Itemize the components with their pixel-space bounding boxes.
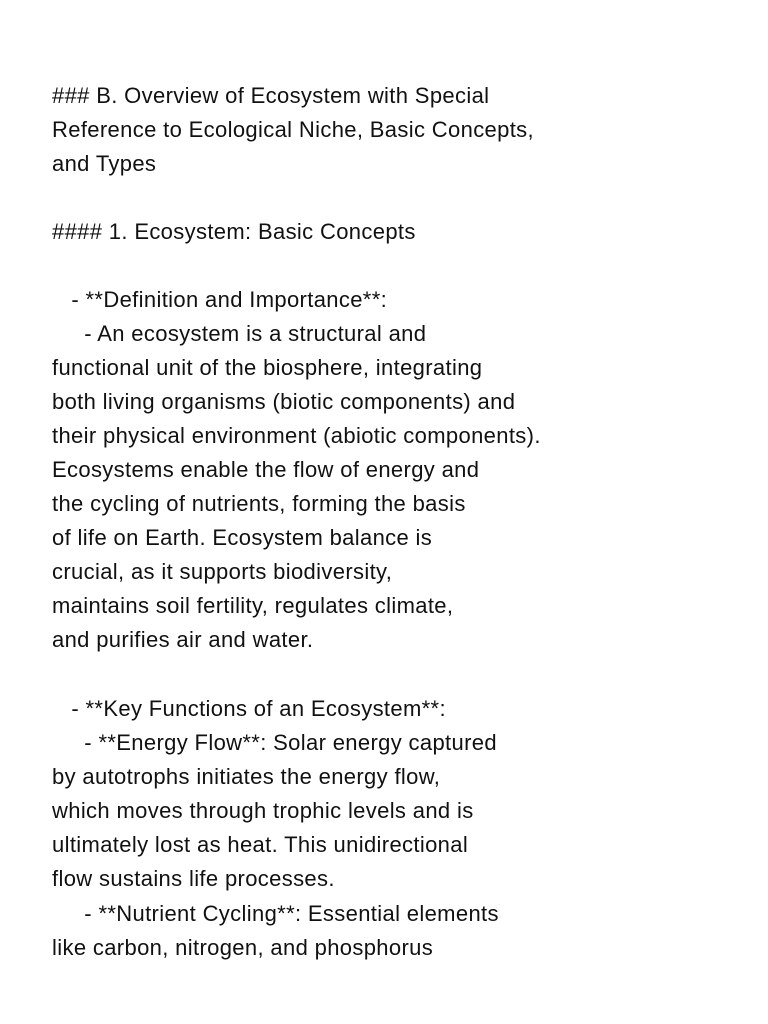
paragraph-line: flow sustains life processes.: [52, 866, 335, 891]
paragraph-line: by autotrophs initiates the energy flow,: [52, 764, 441, 789]
paragraph-line: their physical environment (abiotic components).: [52, 423, 541, 448]
paragraph-line: Ecosystems enable the flow of energy and: [52, 457, 480, 482]
paragraph-line: ultimately lost as heat. This unidirectional: [52, 832, 469, 857]
paragraph-line: the cycling of nutrients, forming the basis: [52, 491, 466, 516]
paragraph-line: - **Nutrient Cycling**: Essential elements: [52, 901, 499, 926]
paragraph-line: both living organisms (biotic components) and: [52, 389, 516, 414]
paragraph-line: crucial, as it supports biodiversity,: [52, 559, 393, 584]
paragraph-line: - **Energy Flow**: Solar energy captured: [52, 730, 497, 755]
section-heading: ### B. Overview of Ecosystem with Special: [52, 83, 490, 108]
paragraph-line: which moves through trophic levels and is: [52, 798, 474, 823]
paragraph-line: maintains soil fertility, regulates climate,: [52, 593, 454, 618]
section-heading: and Types: [52, 151, 157, 176]
bullet-heading: - **Definition and Importance**:: [52, 287, 388, 312]
bullet-heading: - **Key Functions of an Ecosystem**:: [52, 696, 446, 721]
paragraph-line: functional unit of the biosphere, integrating: [52, 355, 483, 380]
subsection-heading: #### 1. Ecosystem: Basic Concepts: [52, 219, 416, 244]
paragraph-line: like carbon, nitrogen, and phosphorus: [52, 935, 434, 960]
paragraph-line: and purifies air and water.: [52, 627, 314, 652]
section-heading: Reference to Ecological Niche, Basic Concepts,: [52, 117, 534, 142]
paragraph-line: - An ecosystem is a structural and: [52, 321, 427, 346]
paragraph-line: of life on Earth. Ecosystem balance is: [52, 525, 433, 550]
